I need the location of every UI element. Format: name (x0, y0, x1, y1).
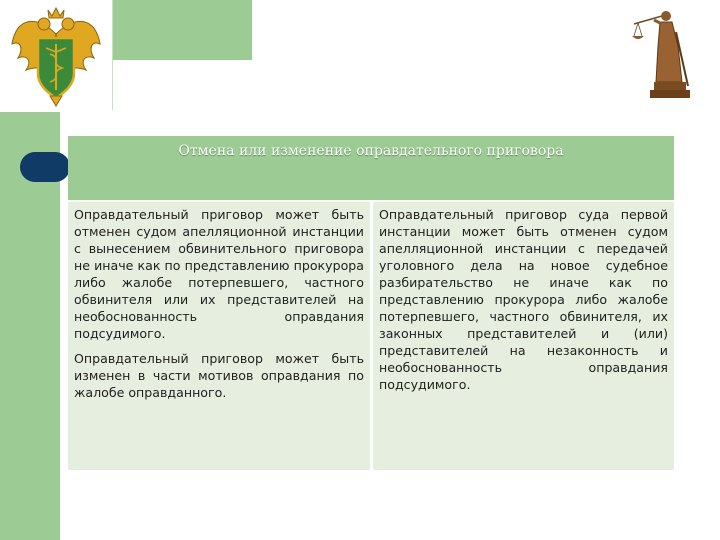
emblem-icon (6, 4, 106, 108)
table-header-title: Отмена или изменение оправдательного приговора (178, 143, 564, 159)
table-header (68, 136, 674, 200)
table-cell-left (68, 202, 370, 470)
left-paragraph-1: Оправдательный приговор может быть отменен судом апелляционной инстанции с вынесением обвинительного приговора не иначе как по представлению прокурора либо жалобе потерпевшего, частного обвинителя или их представителей на необоснованность оправдания подсудимого. (74, 207, 364, 341)
navy-pill-marker (20, 152, 70, 182)
top-accent-block (112, 0, 252, 60)
logo-area (0, 0, 113, 110)
table-cell-right (373, 202, 674, 470)
justice-statue-icon (626, 2, 706, 102)
left-paragraph-2: Оправдательный приговор может быть изменен в части мотивов оправдания по жалобе оправданного. (74, 351, 364, 400)
right-paragraph-1: Оправдательный приговор суда первой инстанции может быть отменен судом апелляционной инстанции с передачей уголовного дела на новое судебное разбирательство не иначе как по представлению прокурора либо жалобе потерпевшего, частного обвинителя, их законных представителей и (или) представителей на незаконность и необоснованность оправдания подсудимого. (379, 207, 668, 392)
verdict-table (68, 136, 674, 470)
